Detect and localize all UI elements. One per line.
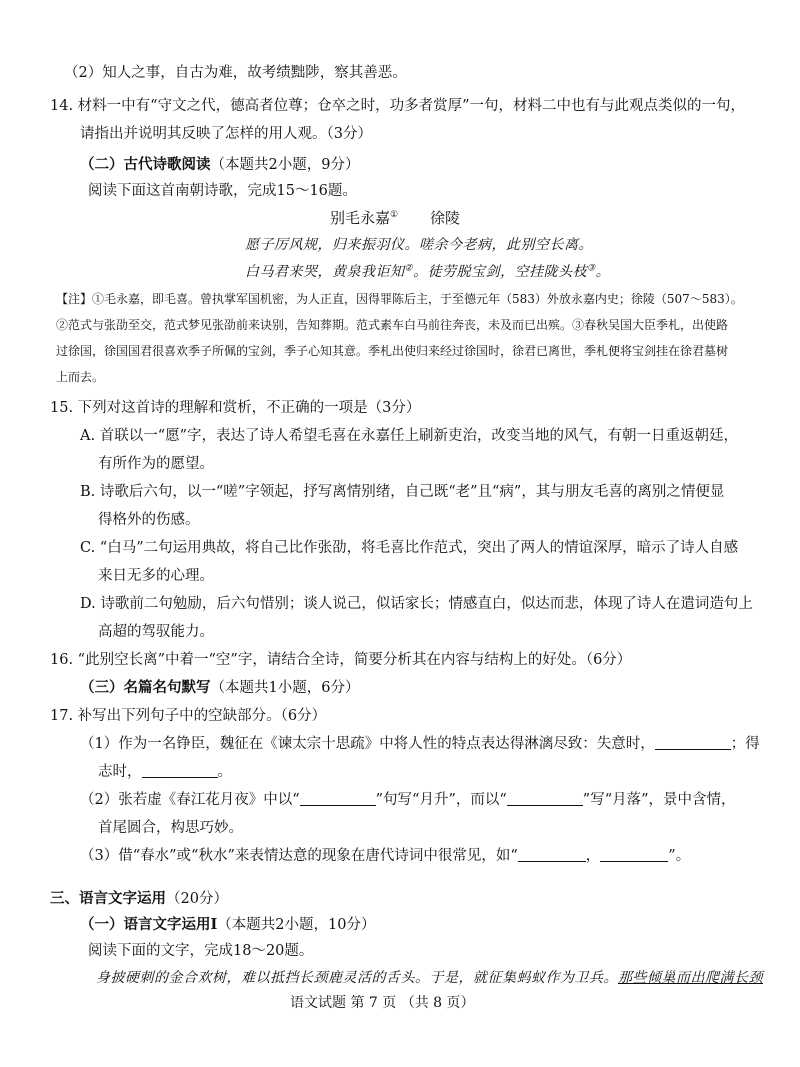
poem-note-line-4: 上而去。 [56, 370, 105, 384]
option-a-line-2: 有所作为的愿望。 [98, 456, 214, 472]
poem-line-2-part-3: 。 [595, 264, 611, 280]
option-b-line-2: 得格外的伤感。 [98, 512, 200, 528]
answer-blank-4[interactable] [507, 791, 583, 806]
option-d-line-1: D. 诗歌前二句勉励，后六句惜别；谈人说己，似话家长；情感直白，似达而悲，体现了诗人在遣词造句上 [80, 596, 753, 612]
item-text: ；得 [730, 736, 760, 752]
question-17-item-2-line-1 [80, 790, 736, 810]
item-text: ”。 [668, 848, 691, 864]
question-13-item-2: （2）知人之事，自古为难，故考绩黜陟，察其善恶。 [64, 65, 407, 81]
answer-blank-5[interactable] [518, 847, 586, 862]
item-text: ”写“月落”，景中含情， [582, 792, 736, 808]
question-14-line-1: 14. 材料一中有“守文之代，德高者位尊；仓卒之时，功多者赏厚”一句，材料二中也有与此观点类似的一句， [50, 98, 745, 114]
option-a-line-1: A. 首联以一“愿”字，表达了诗人希望毛喜在永嘉任上刷新吏治，改变当地的风气，有朝一日重返朝廷， [80, 428, 739, 444]
section-title: （三）名篇名句默写 [80, 679, 211, 696]
poem-instructions: 阅读下面这首南朝诗歌，完成15～16题。 [88, 183, 357, 199]
item-text: 志时， [98, 764, 142, 780]
poem-note-line-2: ②范式与张劭至交，范式梦见张劭前来诀别，告知葬期。范式素车白马前往奔丧，未及而已出殡。③春秋吴国大臣季札，出使路 [56, 318, 729, 332]
poem-line-1: 愿子厉风规，归来振羽仪。嗟余今老病，此别空长离。 [245, 237, 593, 253]
passage-first-line [96, 968, 763, 988]
reading-instructions: 阅读下面的文字，完成18～20题。 [88, 943, 314, 959]
question-16: 16. “此别空长离”中着一“空”字，请结合全诗，简要分析其在内容与结构上的好处。（6分） [50, 652, 632, 668]
section-ancient-poetry-heading [80, 155, 359, 175]
poem-line-2-part-2: 。徒劳脱宝剑，空挂陇头枝 [413, 264, 588, 280]
section-famous-lines-heading [80, 678, 359, 698]
item-text: 。 [217, 764, 232, 780]
poem-note-line-1: 【注】①毛永嘉，即毛喜。曾执掌军国机密，为人正直，因得罪陈后主，于至德元年（583）外放永嘉内史；徐陵（507～583）。 [56, 292, 743, 306]
page-footer: 语文试题 第 7 页 （共 8 页） [290, 995, 475, 1011]
question-17: 17. 补写出下列句子中的空缺部分。（6分） [50, 708, 327, 724]
item-text: （3）借“春水”或“秋水”来表情达意的现象在唐代诗词中很常见，如“ [80, 848, 518, 864]
question-17-item-1-line-2 [98, 762, 232, 782]
passage-text: 身披硬刺的金合欢树，难以抵挡长颈鹿灵活的舌头。于是，就征集蚂蚁作为卫兵。 [96, 970, 618, 986]
item-text: （1）作为一名铮臣，魏征在《谏太宗十思疏》中将人性的特点表达得淋漓尽致：失意时， [80, 736, 655, 752]
part-info: （20分） [166, 891, 228, 907]
section-title: （一）语言文字运用Ⅰ [80, 916, 218, 933]
answer-blank-3[interactable] [300, 791, 376, 806]
poem-note-line-3: 过徐国，徐国国君很喜欢季子所佩的宝剑，季子心知其意。季札出使归来经过徐国时，徐君已离世，季札便将宝剑挂在徐君墓树 [56, 344, 729, 358]
question-17-item-3 [80, 846, 690, 866]
item-text: ”句写“月升”，而以“ [375, 792, 507, 808]
part-three-heading [50, 889, 228, 909]
poem-title [330, 208, 398, 228]
poem-line-2-part-1: 白马君来哭，黄泉我讵知 [245, 264, 405, 280]
section-info: （本题共2小题，9分） [210, 157, 360, 173]
footnote-mark-2: ② [404, 263, 414, 274]
section-language-use-heading [80, 915, 375, 935]
answer-blank-6[interactable] [600, 847, 668, 862]
poem-title-footnote-mark: ① [390, 210, 399, 220]
poem-title-text: 别毛永嘉 [330, 209, 391, 227]
option-c-line-2: 来日无多的心理。 [98, 568, 214, 584]
question-15: 15. 下列对这首诗的理解和赏析，不正确的一项是（3分） [50, 400, 421, 416]
answer-blank-2[interactable] [142, 763, 218, 778]
section-info: （本题共2小题，10分） [217, 917, 376, 933]
footnote-mark-3: ③ [587, 263, 596, 274]
question-17-item-1-line-1 [80, 734, 760, 754]
option-c-line-1: C. “白马”二句运用典故，将自己比作张劭，将毛喜比作范式，突出了两人的情谊深厚，暗示了诗人自感 [80, 540, 739, 556]
passage-underlined-text: 那些倾巢而出爬满长颈 [618, 970, 763, 986]
question-14-line-2: 请指出并说明其反映了怎样的用人观。（3分） [80, 126, 372, 142]
section-title: （二）古代诗歌阅读 [80, 156, 211, 173]
section-info: （本题共1小题，6分） [210, 680, 360, 696]
answer-blank-1[interactable] [655, 735, 731, 750]
option-b-line-1: B. 诗歌后六句，以一“嗟”字领起，抒写离情别绪，自己既“老”且“病”，其与朋友毛喜的离别之情便显 [80, 484, 725, 500]
part-title: 三、语言文字运用 [50, 890, 166, 907]
item-text: ， [585, 848, 601, 864]
option-d-line-2: 高超的驾驭能力。 [98, 624, 214, 640]
poem-author: 徐陵 [430, 209, 461, 227]
question-17-item-2-line-2: 首尾圆合，构思巧妙。 [98, 820, 243, 836]
item-text: （2）张若虚《春江花月夜》中以“ [80, 792, 300, 808]
poem-line-2 [245, 262, 610, 282]
